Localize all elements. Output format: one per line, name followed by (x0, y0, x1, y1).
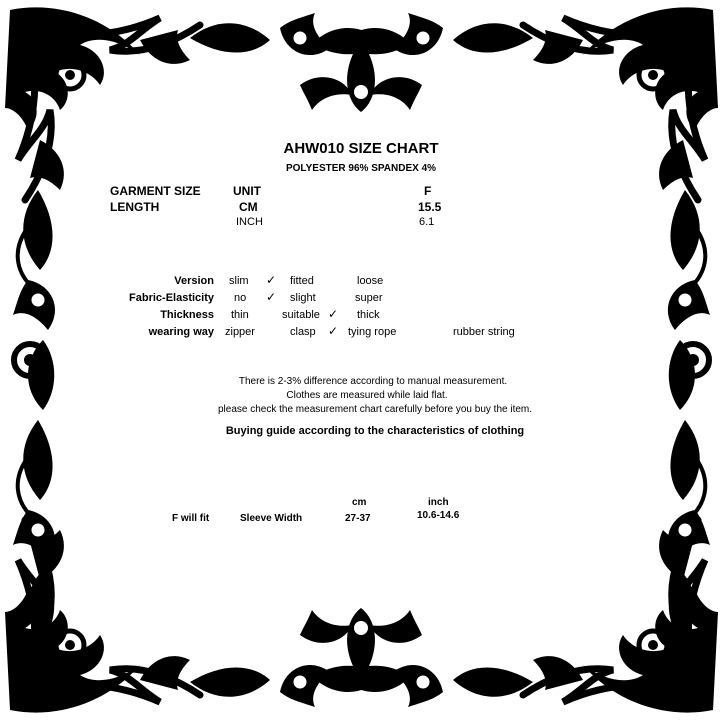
fit-header-cm: cm (352, 497, 367, 508)
corner-ornament-tl (5, 7, 200, 200)
sleeve-width-label: Sleeve Width (240, 513, 303, 524)
thickness-label: Thickness (160, 309, 214, 321)
unit-header: UNIT (233, 184, 261, 198)
unit-inch: INCH (236, 216, 263, 228)
version-option-loose: loose (357, 275, 384, 287)
bottom-ornament-right (313, 665, 533, 707)
version-option-fitted: fitted (290, 275, 314, 287)
thickness-option-thick: thick (357, 309, 380, 321)
wearing-way-label: wearing way (148, 326, 214, 338)
wearing-option-tying-rope: tying rope (348, 326, 397, 338)
buying-guide-title: Buying guide according to the characteristics of clothing (225, 425, 525, 437)
version-label: Version (174, 275, 214, 287)
bottom-ornament-left (190, 665, 410, 707)
note-laid-flat: Clothes are measured while laid flat. (286, 390, 448, 401)
thickness-check-icon: ✓ (328, 307, 339, 321)
elasticity-option-slight: slight (290, 292, 316, 304)
wearing-check-icon: ✓ (328, 324, 339, 338)
version-check-icon: ✓ (266, 273, 277, 287)
fit-header-inch: inch (428, 497, 449, 508)
top-ornament-right (313, 13, 533, 55)
elasticity-option-no: no (234, 292, 247, 304)
wearing-option-clasp: clasp (290, 326, 316, 338)
sleeve-width-inch: 10.6-14.6 (417, 510, 460, 521)
elasticity-option-super: super (355, 292, 383, 304)
garment-size-header: GARMENT SIZE (110, 184, 201, 198)
wearing-option-rubber-string: rubber string (453, 326, 515, 338)
elasticity-check-icon: ✓ (266, 290, 277, 304)
version-option-slim: slim (229, 275, 249, 287)
note-check-chart: please check the measurement chart carefully before you buy the item. (217, 404, 533, 415)
length-inch-value: 6.1 (419, 216, 435, 228)
thickness-option-thin: thin (231, 309, 249, 321)
sleeve-width-cm: 27-37 (345, 513, 371, 524)
top-ornament-left (190, 13, 410, 55)
material-composition: POLYESTER 96% SPANDEX 4% (285, 163, 437, 174)
unit-cm: CM (239, 200, 258, 214)
size-f-header: F (424, 184, 432, 198)
wearing-option-zipper: zipper (225, 326, 255, 338)
chart-title: AHW010 SIZE CHART (283, 140, 439, 157)
elasticity-label: Fabric-Elasticity (129, 292, 214, 304)
length-label: LENGTH (110, 200, 160, 214)
length-cm-value: 15.5 (418, 200, 442, 214)
thickness-option-suitable: suitable (282, 309, 320, 321)
fit-label: F will fit (172, 513, 210, 524)
note-measurement-difference: There is 2-3% difference according to manual measurement. (238, 376, 508, 387)
corner-ornament-tr (523, 7, 718, 200)
